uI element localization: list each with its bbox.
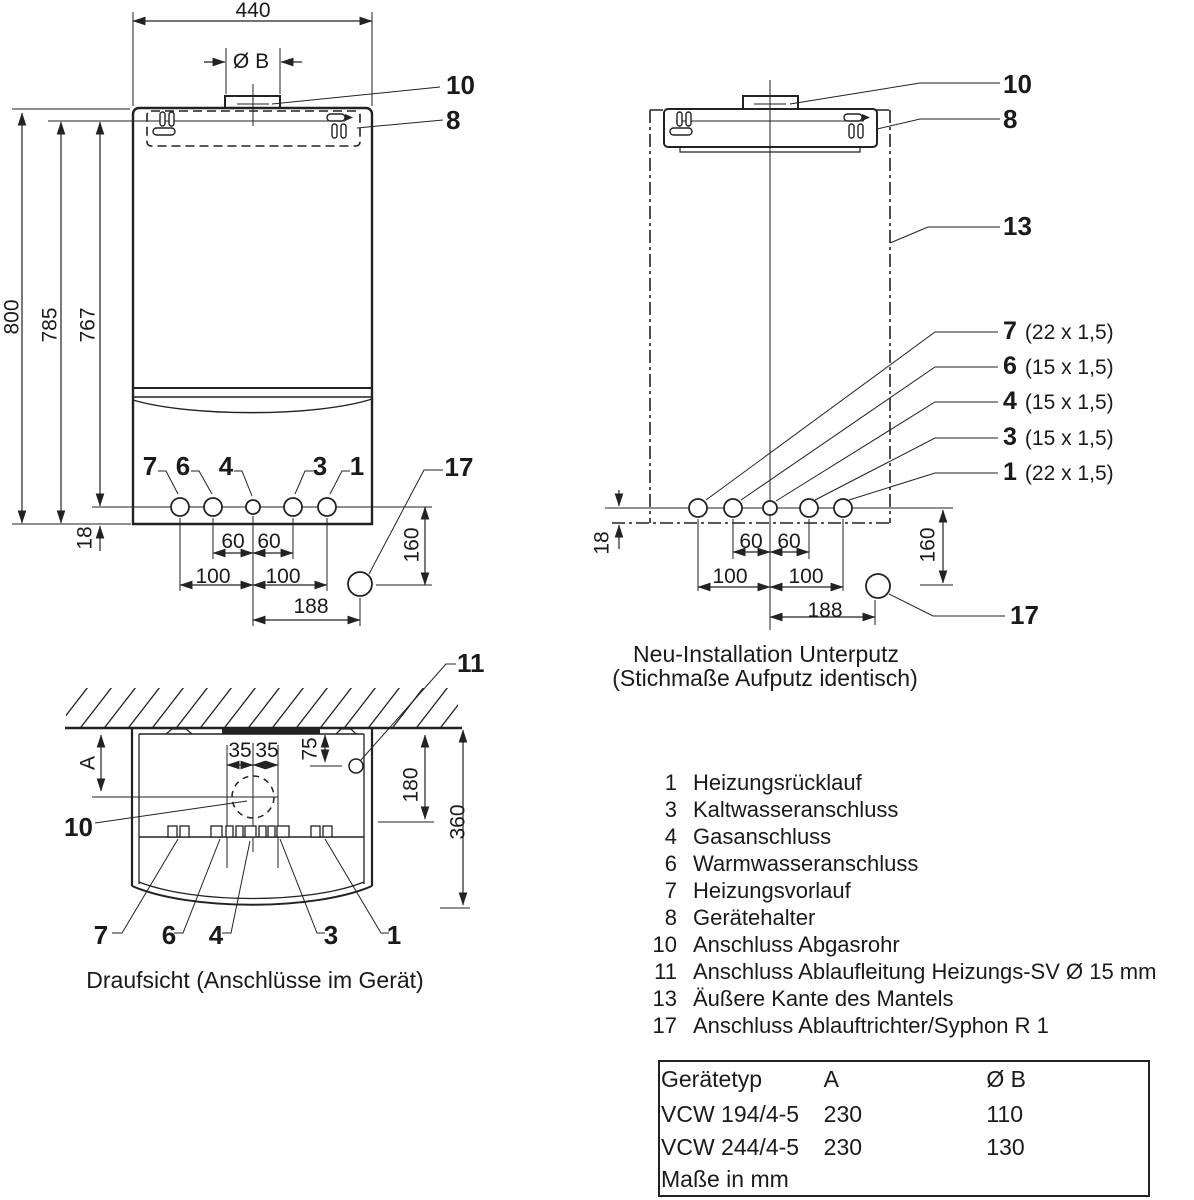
topview-caption: Draufsicht (Anschlüsse im Gerät) [86,967,424,993]
legend-item [641,797,898,823]
unterputz-dim-18: 18 [590,531,614,555]
pipe-spec-6-num: 6 [1003,352,1017,380]
table-footer-units: Maße in mm [661,1165,789,1192]
unterputz-dim-60a: 60 [739,530,763,553]
legend-text: Anschluss Abgasrohr [693,932,900,957]
front-dim-flue-dia: Ø B [232,50,270,73]
topview-conn-1: 1 [386,920,402,950]
front-dim-width: 440 [235,0,271,22]
pipe-spec-4-num: 4 [1003,387,1017,415]
legend-item [641,770,862,796]
front-label-flue: 10 [446,70,475,100]
pipe-spec-6-size: (15 x 1,5) [1024,356,1114,379]
table-header-row [660,1062,1148,1097]
legend-item [641,824,831,850]
topview-label-sv: 11 [457,648,485,678]
front-label-bracket: 8 [446,105,461,135]
front-dim-160: 160 [400,527,424,563]
legend-num: 13 [652,986,677,1011]
legend-num: 7 [664,878,677,903]
front-dim-100a: 100 [195,565,231,588]
legend-text: Warmwasseranschluss [693,851,919,876]
table-row [660,1097,1148,1132]
front-dim-60b: 60 [257,530,281,553]
legend-num: 11 [654,959,677,984]
pipe-spec-1-size: (22 x 1,5) [1024,462,1114,485]
unterputz-view-linework [605,80,1005,630]
unterputz-caption-line1: Neu-Installation Unterputz [633,641,899,667]
pipe-spec-3-num: 3 [1003,423,1017,451]
table-header-a: A [823,1066,839,1092]
topview-dim-35a: 35 [228,739,252,762]
legend-text: Heizungsrücklauf [693,770,862,795]
topview-dim-a: A [76,755,100,771]
legend-item [641,905,815,931]
front-dim-18: 18 [73,526,97,550]
table-header-geraetetyp: Gerätetyp [661,1066,762,1092]
front-label-syphon: 17 [444,452,474,482]
legend-num: 4 [664,824,677,849]
front-dim-60a: 60 [221,530,245,553]
front-conn-4: 4 [218,451,234,481]
unterputz-label-flue: 10 [1003,69,1032,99]
table-cell-ob: 130 [986,1134,1025,1160]
legend-item [641,878,851,904]
pipe-spec-6 [1003,354,1114,379]
pipe-spec-3 [1003,425,1114,450]
table-header-ob: Ø B [986,1066,1026,1092]
front-conn-3: 3 [312,451,328,481]
front-conn-6: 6 [175,451,191,481]
front-dim-100b: 100 [265,565,301,588]
pipe-spec-4-size: (15 x 1,5) [1024,391,1114,414]
topview-dim-360: 360 [446,804,470,840]
topview-conn-3: 3 [323,920,339,950]
top-view-connectors [168,826,332,837]
unterputz-dim-60b: 60 [777,530,801,553]
legend-item [641,1013,1049,1039]
front-dim-767: 767 [76,307,100,343]
table-cell-type: VCW 194/4-5 [661,1101,800,1127]
syphon-circle [348,572,372,596]
legend-text: Äußere Kante des Mantels [693,986,954,1011]
legend-item [641,986,953,1012]
legend-num: 17 [652,1013,677,1038]
unterputz-caption-line2: (Stichmaße Aufputz identisch) [612,665,918,691]
bracket-slots-right [670,112,863,138]
legend-text: Anschluss Ablaufleitung Heizungs-SV Ø 15 mm [693,959,1157,984]
front-conn-7: 7 [142,451,158,481]
legend-text: Anschluss Ablauftrichter/Syphon R 1 [693,1013,1049,1038]
legend-num: 1 [664,770,677,795]
topview-conn-6: 6 [161,920,177,950]
front-dim-800: 800 [0,299,24,335]
legend-num: 6 [664,851,677,876]
device-type-table [658,1060,1150,1197]
unterputz-label-syphon: 17 [1010,600,1039,630]
unterputz-dim-100a: 100 [712,565,748,588]
legend-item [641,959,1156,985]
table-cell-a: 230 [823,1134,863,1160]
legend-text: Gerätehalter [693,905,816,930]
pipe-spec-7 [1003,319,1114,344]
front-dim-188: 188 [293,595,329,618]
pipe-spec-3-size: (15 x 1,5) [1024,427,1114,450]
table-cell-ob: 110 [986,1101,1023,1127]
syphon-circle-unterputz [866,574,890,598]
topview-dim-75: 75 [298,737,322,761]
legend-item [641,932,900,958]
legend-num: 8 [664,905,677,930]
pipe-spec-7-size: (22 x 1,5) [1024,321,1114,344]
table-row [660,1132,1148,1163]
legend-num: 10 [652,932,677,957]
legend-item [641,851,918,877]
topview-label-flue: 10 [64,812,93,842]
unterputz-dim-160: 160 [916,527,940,563]
front-dim-785: 785 [38,307,62,343]
unterputz-dim-188: 188 [807,599,843,622]
unterputz-label-bracket: 8 [1003,104,1018,134]
pipe-spec-1-num: 1 [1003,458,1017,486]
table-cell-type: VCW 244/4-5 [661,1134,800,1160]
pipe-spec-7-num: 7 [1003,317,1017,345]
topview-conn-7: 7 [93,920,109,950]
legend-num: 3 [664,797,677,822]
unterputz-dim-100b: 100 [788,565,824,588]
bracket-slots-left [153,112,346,138]
unterputz-label-mantel: 13 [1003,211,1032,241]
legend-text: Kaltwasseranschluss [693,797,899,822]
table-footer-row [660,1163,1148,1195]
topview-dim-35b: 35 [255,739,279,762]
topview-dim-180: 180 [399,767,423,803]
pipe-spec-1 [1003,460,1114,485]
legend-text: Gasanschluss [693,824,832,849]
table-cell-a: 230 [823,1101,863,1127]
front-conn-1: 1 [349,451,365,481]
legend-text: Heizungsvorlauf [693,878,851,903]
topview-conn-4: 4 [208,920,224,950]
sv-outlet-circle [349,759,363,773]
pipe-spec-4 [1003,389,1114,414]
